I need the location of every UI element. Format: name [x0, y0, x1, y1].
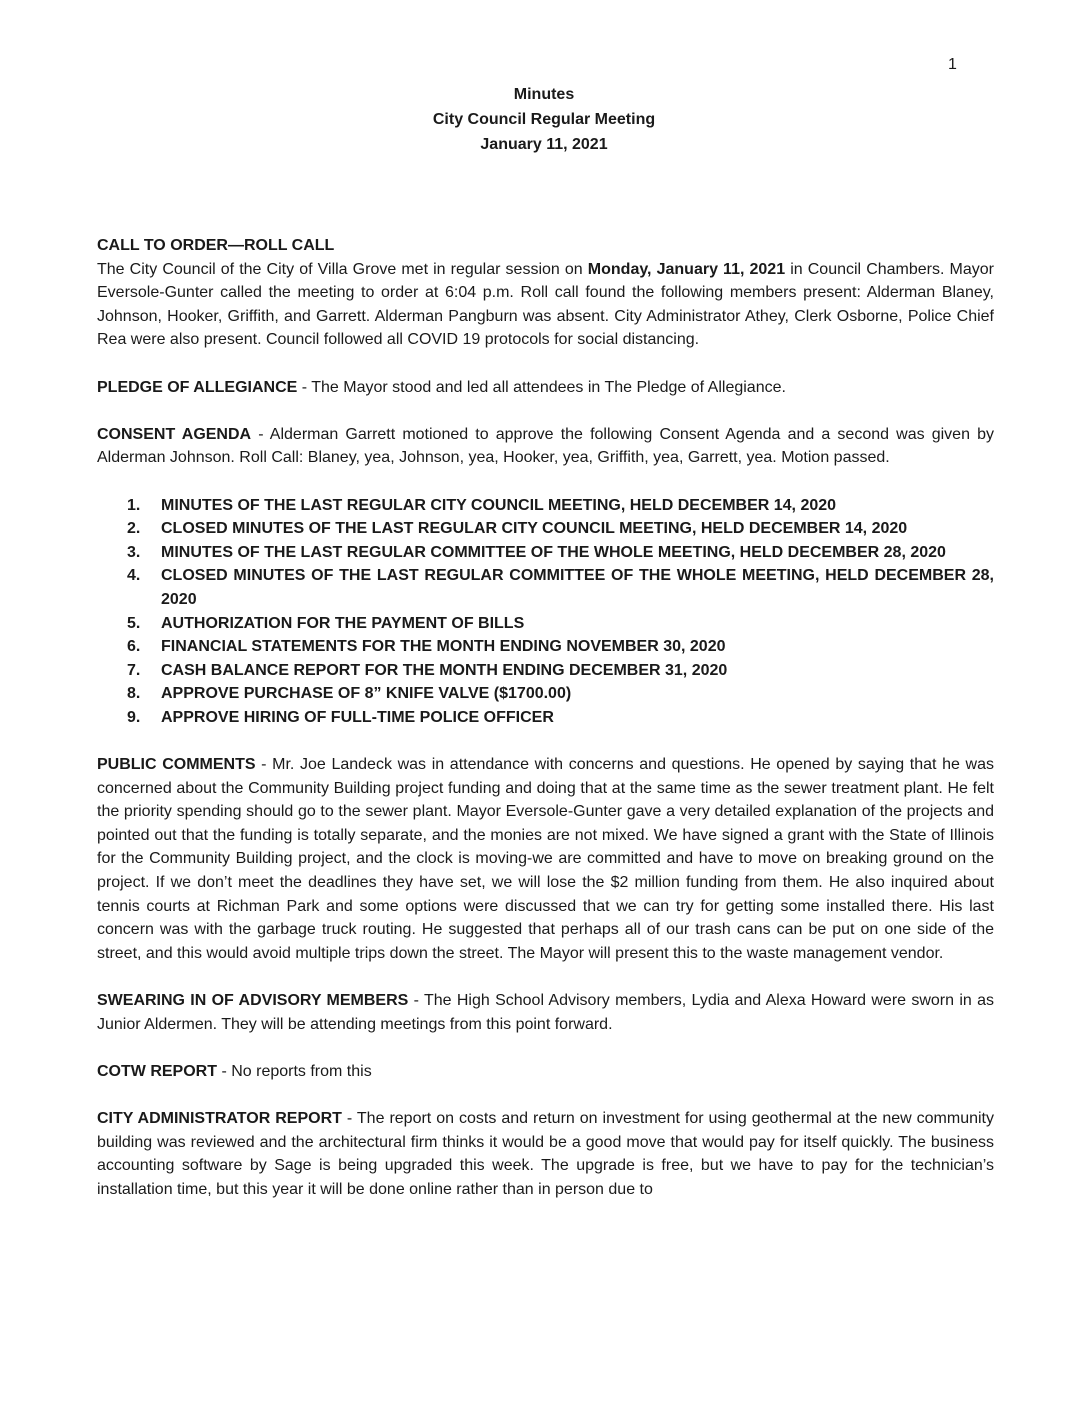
agenda-item-number: 9. — [127, 708, 141, 726]
call-to-order-paragraph — [97, 258, 994, 352]
agenda-item-number: 7. — [127, 661, 141, 679]
public-comments-text: - Mr. Joe Landeck was in attendance with concerns and questions. He opened by saying that he was concerned about the Community Building project funding and doing that at the same time as the sewer treatment plant. He felt the priority spending should go to the sewer plant. Mayor Eversole-Gunter gave a very detailed explanation of the projects and pointed out that the funding is totally separate, and the monies are not mixed. We have signed a grant with the State of Illinois for the Community Building project, and the clock is moving-we are committed and have to move on breaking ground on the project. If we don’t meet the deadlines they have set, we will lose the $2 million funding from them. He also inquired about tennis courts at Richman Park and some options were discussed that we can try for getting some installed there. His last concern was with the garbage truck routing. He suggested that perhaps all of our trash cans can be put on one side of the street, and this would avoid multiple trips down the street. The Mayor will present this to the waste management vendor. — [97, 756, 995, 962]
consent-agenda-text: - Alderman Garrett motioned to approve the following Consent Agenda and a second was given by Alderman Johnson. Roll Call: Blaney, yea, Johnson, yea, Hooker, yea, Griffith, yea, Garrett, yea. Motion passed. — [97, 425, 995, 467]
agenda-item — [127, 682, 994, 706]
agenda-item-number: 3. — [127, 543, 141, 561]
title-line-minutes: Minutes — [513, 86, 575, 103]
agenda-item-text: APPROVE HIRING OF FULL-TIME POLICE OFFICER — [161, 708, 554, 726]
document-title — [0, 82, 1088, 157]
public-comments-label: PUBLIC COMMENTS — [97, 756, 256, 774]
consent-agenda-paragraph — [97, 423, 994, 470]
swearing-in-paragraph — [97, 989, 994, 1036]
agenda-item-number: 5. — [127, 614, 141, 632]
agenda-item-number: 1. — [127, 496, 141, 514]
agenda-item-text: CASH BALANCE REPORT FOR THE MONTH ENDING DECEMBER 31, 2020 — [161, 661, 728, 679]
agenda-item — [127, 612, 994, 636]
city-administrator-report-paragraph — [97, 1107, 994, 1201]
city-administrator-report-label: CITY ADMINISTRATOR REPORT — [97, 1109, 342, 1127]
consent-agenda-label: CONSENT AGENDA — [97, 425, 252, 443]
cotw-report-paragraph — [97, 1060, 994, 1084]
agenda-item — [127, 564, 994, 611]
agenda-item-number: 8. — [127, 685, 141, 703]
public-comments-paragraph — [97, 753, 994, 965]
city-administrator-report-text: - The report on costs and return on investment for using geothermal at the new community building was reviewed and the architectural firm thinks it would be a good move that would pay for itself quickly. The business accounting software by Sage is being upgraded this week. The upgrade is free, but we have to pay for the technician’s installation time, but this year it will be done online rather than in person due to — [97, 1109, 994, 1198]
swearing-in-label: SWEARING IN OF ADVISORY MEMBERS — [97, 992, 409, 1009]
agenda-item-text: AUTHORIZATION FOR THE PAYMENT OF BILLS — [161, 614, 525, 632]
agenda-item — [127, 706, 994, 730]
cotw-report-text: - No reports from this — [217, 1062, 372, 1080]
pledge-paragraph — [97, 376, 994, 400]
cotw-report-label: COTW REPORT — [97, 1062, 217, 1080]
page-number: 1 — [948, 56, 957, 73]
agenda-item-text: CLOSED MINUTES OF THE LAST REGULAR COMMITTEE OF THE WHOLE MEETING, HELD DECEMBER 28, 2020 — [161, 567, 994, 608]
call-to-order-text-after: in Council Chambers. Mayor Eversole-Gunter called the meeting to order at 6:04 p.m. Roll call found the following members present: Alderman Blaney, Johnson, Hooker, Griffith, and Garrett. Alderman Pangburn was absent. City Administrator Athey, Clerk Osborne, Police Chief Rea were also present. Council followed all COVID 19 protocols for social distancing. — [97, 260, 995, 349]
pledge-label: PLEDGE OF ALLEGIANCE — [97, 378, 298, 396]
agenda-item-number: 2. — [127, 520, 141, 538]
title-line-meeting: City Council Regular Meeting — [432, 111, 656, 128]
swearing-in-text: - The High School Advisory members, Lydia and Alexa Howard were sworn in as Junior Aldermen. They will be attending meetings from this point forward. — [97, 992, 994, 1033]
consent-agenda-list — [97, 494, 994, 730]
pledge-text: - The Mayor stood and led all attendees in The Pledge of Allegiance. — [297, 378, 786, 396]
title-line-date: January 11, 2021 — [480, 136, 608, 153]
call-to-order-heading: CALL TO ORDER—ROLL CALL — [97, 237, 335, 254]
agenda-item-text: CLOSED MINUTES OF THE LAST REGULAR CITY COUNCIL MEETING, HELD DECEMBER 14, 2020 — [161, 520, 908, 538]
agenda-item — [127, 517, 994, 541]
meeting-date-bold: Monday, January 11, 2021 — [587, 260, 786, 278]
agenda-item-text: MINUTES OF THE LAST REGULAR COMMITTEE OF THE WHOLE MEETING, HELD DECEMBER 28, 2020 — [161, 543, 946, 561]
agenda-item-text: MINUTES OF THE LAST REGULAR CITY COUNCIL MEETING, HELD DECEMBER 14, 2020 — [161, 496, 837, 514]
minutes-body — [97, 234, 994, 1225]
agenda-item — [127, 635, 994, 659]
agenda-item-number: 6. — [127, 638, 141, 656]
agenda-item — [127, 659, 994, 683]
agenda-item-number: 4. — [127, 567, 141, 585]
agenda-item-text: FINANCIAL STATEMENTS FOR THE MONTH ENDING NOVEMBER 30, 2020 — [161, 638, 726, 656]
call-to-order-text-before: The City Council of the City of Villa Grove met in regular session on — [97, 260, 588, 278]
agenda-item — [127, 541, 994, 565]
agenda-item — [127, 494, 994, 518]
agenda-item-text: APPROVE PURCHASE OF 8” KNIFE VALVE ($1700.00) — [161, 685, 572, 703]
